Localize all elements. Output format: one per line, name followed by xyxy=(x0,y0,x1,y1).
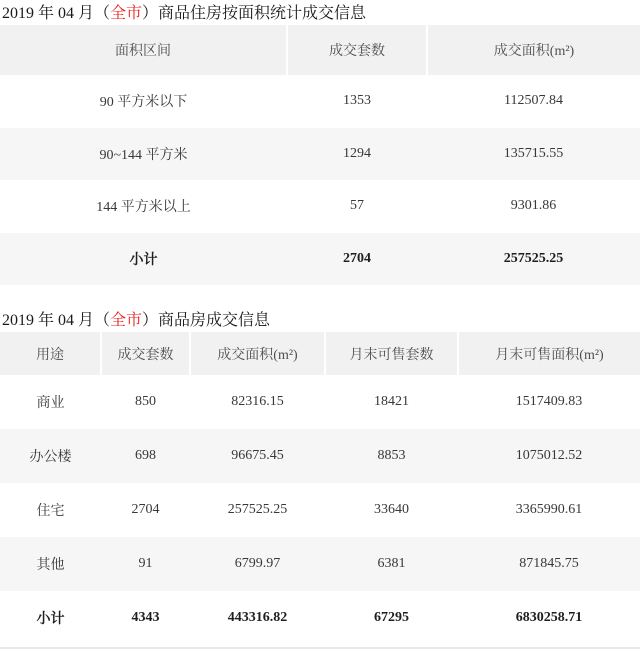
section2-title-prefix: 2019 年 04 月（ xyxy=(2,312,111,329)
cell-available-count: 6381 xyxy=(377,556,406,571)
cell-available-area: 1075012.52 xyxy=(515,448,583,463)
cell-deal-count: 4343 xyxy=(131,610,160,625)
cell-available-count: 67295 xyxy=(374,610,409,625)
header-available-area: 月末可售面积(m²) xyxy=(458,332,640,375)
table-row xyxy=(0,180,640,233)
table-row xyxy=(0,75,640,128)
cell-usage: 小计 xyxy=(36,612,65,627)
cell-deal-count: 57 xyxy=(350,198,364,214)
cell-deal-area: 6799.97 xyxy=(234,556,281,571)
header-deal-count: 成交套数 xyxy=(287,25,427,75)
section2-title-highlight: 全市 xyxy=(110,312,143,329)
cell-deal-count: 1353 xyxy=(343,93,371,109)
housing-by-area-table xyxy=(0,25,640,285)
cell-area-range: 小计 xyxy=(129,252,158,268)
cell-usage: 住宅 xyxy=(36,504,65,519)
cell-area-range: 144 平方米以上 xyxy=(96,200,191,216)
table-row xyxy=(0,537,640,591)
header-available-count: 月末可售套数 xyxy=(325,332,458,375)
header-row xyxy=(0,25,640,75)
subtotal-row xyxy=(0,591,640,645)
header-deal-count: 成交套数 xyxy=(101,332,190,375)
cell-deal-area: 96675.45 xyxy=(231,448,284,463)
table-row xyxy=(0,128,640,181)
cell-deal-count: 2704 xyxy=(131,502,160,517)
cell-usage: 其他 xyxy=(36,558,65,573)
section1-title-prefix: 2019 年 04 月（ xyxy=(2,5,111,22)
cell-deal-area: 443316.82 xyxy=(227,610,288,625)
cell-deal-count: 850 xyxy=(135,394,156,409)
cell-area-range: 90~144 平方米 xyxy=(99,147,188,163)
cell-available-area: 1517409.83 xyxy=(515,394,583,409)
table-row xyxy=(0,375,640,429)
table-row xyxy=(0,483,640,537)
cell-available-count: 33640 xyxy=(374,502,409,517)
cell-deal-count: 698 xyxy=(135,448,156,463)
cell-deal-area: 135715.55 xyxy=(503,145,564,161)
header-area-range: 面积区间 xyxy=(0,25,287,75)
table-row xyxy=(0,429,640,483)
cell-available-area: 6830258.71 xyxy=(515,610,583,625)
header-deal-area: 成交面积(m²) xyxy=(190,332,325,375)
cell-area-range: 90 平方米以下 xyxy=(99,95,188,111)
cell-deal-area: 9301.86 xyxy=(510,198,557,214)
subtotal-row xyxy=(0,233,640,286)
cell-available-area: 871845.75 xyxy=(519,556,579,571)
header-row xyxy=(0,332,640,375)
cell-deal-area: 112507.84 xyxy=(504,93,563,109)
cell-available-count: 8853 xyxy=(377,448,406,463)
section2-title xyxy=(0,285,640,332)
cell-usage: 办公楼 xyxy=(29,450,72,465)
cell-deal-area: 257525.25 xyxy=(227,502,288,517)
cell-deal-area: 257525.25 xyxy=(503,250,564,266)
section1-title-highlight: 全市 xyxy=(110,5,143,22)
cell-usage: 商业 xyxy=(36,396,65,411)
cell-deal-count: 2704 xyxy=(343,250,371,266)
commodity-housing-table xyxy=(0,332,640,645)
cell-deal-count: 91 xyxy=(138,556,153,571)
header-deal-area: 成交面积(m²) xyxy=(427,25,640,75)
cell-available-count: 18421 xyxy=(374,394,409,409)
cell-available-area: 3365990.61 xyxy=(515,502,583,517)
section2-title-suffix: ）商品房成交信息 xyxy=(142,312,271,329)
cell-deal-area: 82316.15 xyxy=(231,394,284,409)
cell-deal-count: 1294 xyxy=(343,145,371,161)
section1-title xyxy=(0,0,640,25)
bottom-divider xyxy=(0,647,640,649)
header-usage: 用途 xyxy=(0,332,101,375)
section1-title-suffix: ）商品住房按面积统计成交信息 xyxy=(142,5,367,22)
